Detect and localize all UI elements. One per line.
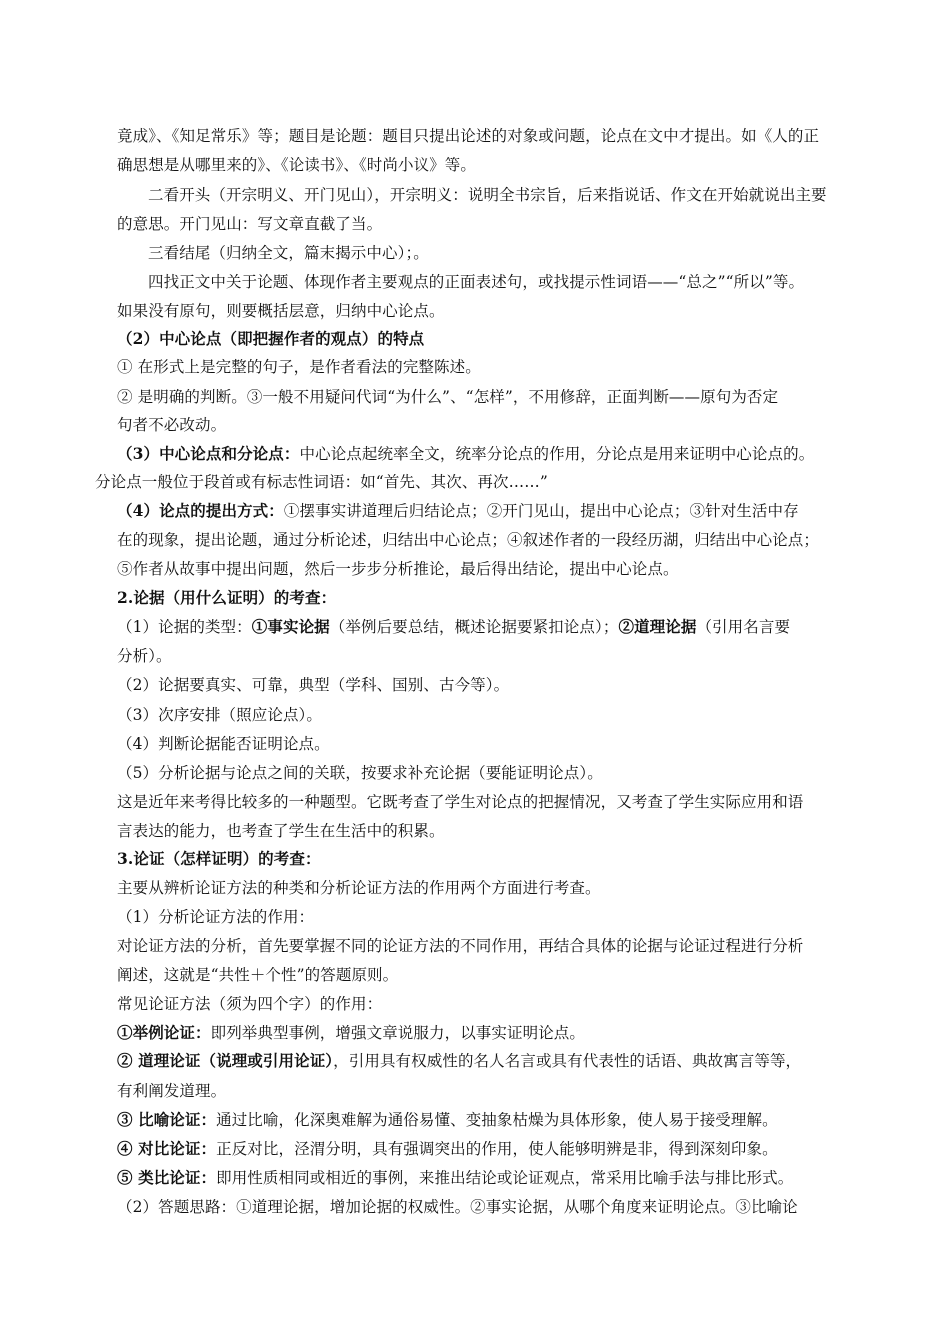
text-segment: 阐述，这就是“共性＋个性”的答题原则。 (117, 966, 399, 984)
text-line (117, 965, 398, 985)
text-line (117, 1197, 798, 1217)
text-line (117, 1139, 778, 1159)
text-line (117, 444, 814, 464)
text-line (117, 126, 819, 146)
text-segment: 有利阐发道理。 (117, 1082, 227, 1100)
text-line (117, 734, 330, 754)
bold-text-segment: 3.论证（怎样证明）的考查： (117, 849, 321, 868)
text-segment: 在的现象，提出论题，通过分析论述，归结出中心论点；④叙述作者的一段经历湖，归结出中心论点； (117, 531, 820, 549)
text-line (117, 617, 790, 637)
bold-text-segment: （4）论点的提出方式： (117, 501, 284, 520)
bold-text-segment: （3）中心论点和分论点： (117, 444, 300, 463)
text-line (148, 243, 429, 263)
bold-text-segment: 2.论据（用什么证明）的考查： (117, 588, 337, 607)
text-segment: ①摆事实讲道理后归结论点；②开门见山，提出中心论点；③针对生活中存 (283, 502, 799, 520)
text-segment: （2）论据要真实、可靠，典型（学科、国别、古今等）。 (117, 676, 510, 694)
text-line (95, 472, 548, 492)
text-line (117, 1051, 801, 1071)
bold-text-segment: ①举例论证： (117, 1023, 211, 1042)
bold-text-segment: （2）中心论点（即把握作者的观点）的特点 (117, 329, 425, 348)
text-line (117, 849, 321, 869)
text-line (117, 994, 382, 1014)
text-segment: 分析）。 (117, 647, 172, 665)
text-line (117, 559, 679, 579)
text-segment: ② 是明确的判断。③一般不用疑问代词“为什么”、“怎样”，不用修辞，正面判断——原句为否定 (117, 388, 779, 406)
text-line (117, 705, 322, 725)
text-segment: 常见论证方法（须为四个字）的作用： (117, 995, 383, 1013)
text-line (117, 301, 445, 321)
text-segment: 即用性质相同或相近的事例，来推出结论或论证观点，常采用比喻手法与排比形式。 (216, 1169, 794, 1187)
text-line (117, 936, 803, 956)
bold-text-segment: ②道理论据 (618, 617, 697, 636)
text-segment: 确思想是从哪里来的》、《论读书》、《时尚小议》等。 (117, 156, 477, 174)
text-line (117, 588, 336, 608)
text-segment: 这是近年来考得比较多的一种题型。它既考查了学生对论点的把握情况，又考查了学生实际应用和语 (117, 793, 804, 811)
bold-text-segment: ①事实论据 (251, 617, 330, 636)
text-segment: 如果没有原句，则要概括层意，归纳中心论点。 (117, 302, 445, 320)
text-line (117, 530, 819, 550)
text-line (148, 272, 804, 292)
text-segment: 三看结尾（归纳全文，篇末揭示中心）；。 (148, 244, 429, 262)
text-segment: ⑤作者从故事中提出问题，然后一步步分析推论，最后得出结论，提出中心论点。 (117, 560, 679, 578)
text-line (117, 763, 603, 783)
text-segment: 四找正文中关于论题、体现作者主要观点的正面表述句，或找提示性词语——“总之”“所以”等。 (148, 273, 805, 291)
text-line (117, 155, 476, 175)
text-segment: 正反对比，泾渭分明，具有强调突出的作用，使人能够明辨是非，得到深刻印象。 (216, 1140, 778, 1158)
text-line (117, 792, 803, 812)
text-segment: 对论证方法的分析，首先要掌握不同的论证方法的不同作用，再结合具体的论据与论证过程进行分析 (117, 937, 804, 955)
text-segment: （1）分析论证方法的作用： (117, 908, 315, 926)
text-segment: （举例后要总结，概述论据要紧扣论点）； (329, 618, 619, 636)
text-line (117, 357, 481, 377)
text-line (117, 821, 445, 841)
text-segment: （1）论据的类型： (117, 618, 252, 636)
bold-text-segment: ④ 对比论证： (117, 1139, 217, 1158)
text-line (117, 675, 509, 695)
text-segment: ，引用具有权威性的名人名言或具有代表性的话语、典故寓言等等， (333, 1052, 802, 1070)
text-line (117, 907, 314, 927)
text-segment: （2）答题思路：①道理论据，增加论据的权威性。②事实论据，从哪个角度来证明论点。③比喻论 (117, 1198, 798, 1216)
text-segment: （3）次序安排（照应论点）。 (117, 706, 323, 724)
text-segment: 句者不必改动。 (117, 416, 227, 434)
text-segment: 分论点一般位于段首或有标志性词语：如“首先、其次、再次……” (95, 473, 548, 491)
text-line (117, 1081, 226, 1101)
text-line (117, 501, 799, 521)
bold-text-segment: ⑤ 类比论证： (117, 1168, 217, 1187)
text-line (117, 646, 172, 666)
text-line (117, 387, 778, 407)
bold-text-segment: ③ 比喻论证： (117, 1110, 217, 1129)
text-segment: ① 在形式上是完整的句子，是作者看法的完整陈述。 (117, 358, 481, 376)
bold-text-segment: ② 道理论证（说理或引用论证） (117, 1051, 334, 1070)
text-segment: 的意思。开门见山：写文章直截了当。 (117, 215, 383, 233)
text-line (117, 1023, 585, 1043)
text-line (117, 329, 424, 349)
text-segment: 二看开头（开宗明义、开门见山），开宗明义：说明全书宗旨，后来指说话、作文在开始就说出主要 (148, 186, 827, 204)
text-segment: （引用名言要 (696, 618, 791, 636)
text-segment: 竟成》、《知足常乐》等；题目是论题：题目只提出论述的对象或问题，论点在文中才提出。如《人的正 (117, 127, 820, 145)
text-segment: 通过比喻，化深奥难解为通俗易懂、变抽象枯燥为具体形象，使人易于接受理解。 (216, 1111, 778, 1129)
text-segment: 言表达的能力，也考查了学生在生活中的积累。 (117, 822, 445, 840)
text-segment: （4）判断论据能否证明论点。 (117, 735, 330, 753)
text-line (117, 415, 226, 435)
text-line (117, 214, 382, 234)
text-segment: 主要从辨析论证方法的种类和分析论证方法的作用两个方面进行考查。 (117, 879, 601, 897)
text-line (117, 1110, 778, 1130)
text-line (117, 1168, 793, 1188)
text-line (148, 185, 827, 205)
text-line (117, 878, 601, 898)
text-segment: 中心论点起统率全文，统率分论点的作用，分论点是用来证明中心论点的。 (299, 445, 815, 463)
text-segment: （5）分析论据与论点之间的关联，按要求补充论据（要能证明论点）。 (117, 764, 603, 782)
text-segment: 即列举典型事例，增强文章说服力，以事实证明论点。 (210, 1024, 586, 1042)
